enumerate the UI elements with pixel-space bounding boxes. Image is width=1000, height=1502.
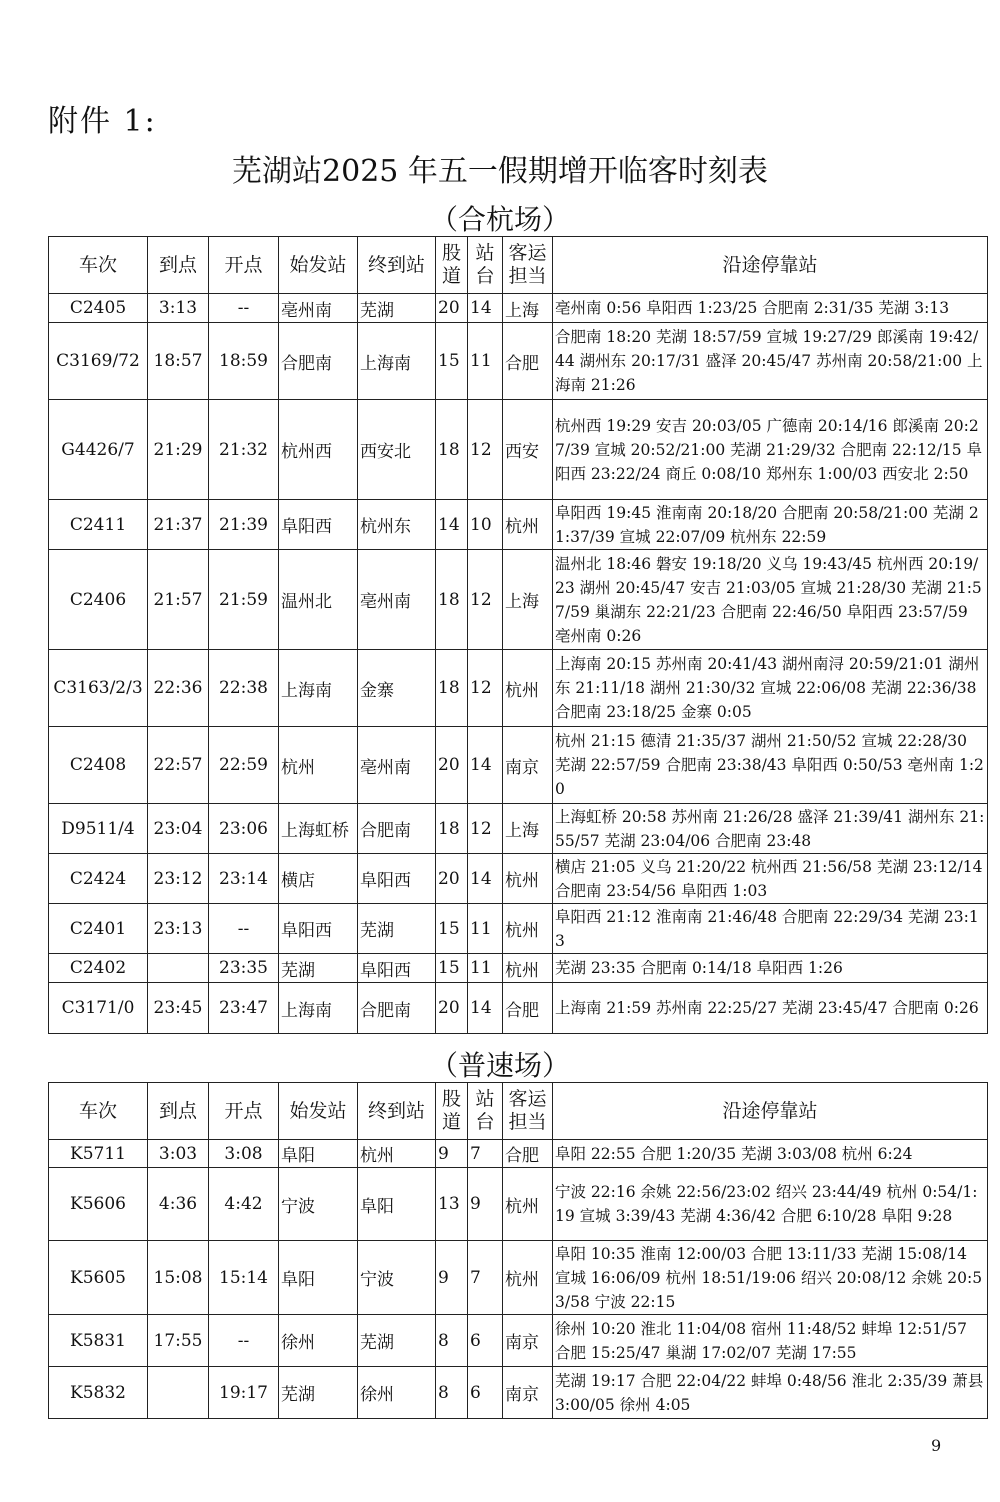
arrive-time [148,1367,209,1419]
header-track: 股道 [436,237,468,294]
origin-station: 阜阳西 [279,500,358,550]
origin-station: 阜阳 [279,1241,358,1315]
header-depart: 开点 [209,237,279,294]
operator: 杭州 [503,1168,553,1241]
terminus-station: 阜阳 [358,1168,436,1241]
origin-station: 宁波 [279,1168,358,1241]
terminus-station: 西安北 [358,400,436,500]
page-title: 芜湖站2025 年五一假期增开临客时刻表 [232,154,768,189]
arrive-time: 23:12 [148,854,209,904]
platform-number: 14 [468,854,503,904]
header-terminus: 终到站 [358,237,436,294]
terminus-station: 阜阳西 [358,854,436,904]
header-operator: 客运担当 [503,1083,553,1140]
arrive-time: 18:57 [148,323,209,400]
header-platform: 站台 [468,237,503,294]
table-row [49,1241,988,1315]
train-number: C2405 [49,294,148,323]
train-number: C2406 [49,550,148,650]
header-stops: 沿途停靠站 [553,237,988,294]
operator: 杭州 [503,1241,553,1315]
arrive-time: 15:08 [148,1241,209,1315]
platform-number: 11 [468,954,503,983]
track-number: 14 [436,500,468,550]
depart-time: 23:35 [209,954,279,983]
track-number: 20 [436,854,468,904]
terminus-station: 阜阳西 [358,954,436,983]
operator: 合肥 [503,323,553,400]
arrive-time: 22:36 [148,650,209,727]
track-number: 20 [436,294,468,323]
operator: 上海 [503,294,553,323]
platform-number: 14 [468,983,503,1034]
train-number: K5605 [49,1241,148,1315]
operator: 杭州 [503,650,553,727]
track-number: 20 [436,727,468,804]
stops-list: 阜阳西 19:45 淮南南 20:18/20 合肥南 20:58/21:00 芜湖 21:37/39 宣城 22:07/09 杭州东 22:59 [553,500,988,550]
arrive-time: 3:03 [148,1140,209,1168]
arrive-time: 23:45 [148,983,209,1034]
platform-number: 14 [468,294,503,323]
terminus-station: 徐州 [358,1367,436,1419]
header-train: 车次 [49,237,148,294]
arrive-time: 17:55 [148,1315,209,1367]
header-arrive: 到点 [148,237,209,294]
terminus-station: 芜湖 [358,294,436,323]
depart-time: 19:17 [209,1367,279,1419]
platform-number: 6 [468,1315,503,1367]
header-origin: 始发站 [279,1083,358,1140]
origin-station: 阜阳西 [279,904,358,954]
origin-station: 杭州西 [279,400,358,500]
terminus-station: 杭州东 [358,500,436,550]
train-number: C2401 [49,904,148,954]
table-row [49,854,988,904]
depart-time: -- [209,1315,279,1367]
arrive-time: 22:57 [148,727,209,804]
train-number: G4426/7 [49,400,148,500]
train-number: K5832 [49,1367,148,1419]
header-depart: 开点 [209,1083,279,1140]
train-number: C2411 [49,500,148,550]
arrive-time: 21:57 [148,550,209,650]
platform-number: 9 [468,1168,503,1241]
origin-station: 温州北 [279,550,358,650]
arrive-time [148,954,209,983]
terminus-station: 亳州南 [358,727,436,804]
arrive-time: 21:37 [148,500,209,550]
train-number: K5711 [49,1140,148,1168]
section-title-pusu: （普速场） [429,1049,570,1082]
stops-list: 芜湖 19:17 合肥 22:04/22 蚌埠 0:48/56 淮北 2:35/39 萧县 3:00/05 徐州 4:05 [553,1367,988,1419]
track-number: 20 [436,983,468,1034]
depart-time: 18:59 [209,323,279,400]
table-row [49,1140,988,1168]
header-origin: 始发站 [279,237,358,294]
platform-number: 12 [468,650,503,727]
table-row [49,804,988,854]
arrive-time: 3:13 [148,294,209,323]
stops-list: 宁波 22:16 余姚 22:56/23:02 绍兴 23:44/49 杭州 0:54/1:19 宣城 3:39/43 芜湖 4:36/42 合肥 6:10/28 阜阳 9:28 [553,1168,988,1241]
stops-list: 合肥南 18:20 芜湖 18:57/59 宣城 19:27/29 郎溪南 19:42/44 湖州东 20:17/31 盛泽 20:45/47 苏州南 20:58/21:00 上海南 21:26 [553,323,988,400]
depart-time: 15:14 [209,1241,279,1315]
train-number: K5831 [49,1315,148,1367]
depart-time: -- [209,294,279,323]
header-terminus: 终到站 [358,1083,436,1140]
depart-time: 21:39 [209,500,279,550]
train-number: C3171/0 [49,983,148,1034]
attachment-label: 附件 1: [48,104,157,139]
page-number: 9 [931,1436,942,1455]
arrive-time: 23:04 [148,804,209,854]
stops-list: 阜阳 10:35 淮南 12:00/03 合肥 13:11/33 芜湖 15:08/14 宣城 16:06/09 杭州 18:51/19:06 绍兴 20:08/12 余姚 20:53/58 宁波 22:15 [553,1241,988,1315]
platform-number: 14 [468,727,503,804]
origin-station: 上海虹桥 [279,804,358,854]
platform-number: 7 [468,1140,503,1168]
origin-station: 亳州南 [279,294,358,323]
platform-number: 7 [468,1241,503,1315]
header-platform: 站台 [468,1083,503,1140]
terminus-station: 亳州南 [358,550,436,650]
stops-list: 上海虹桥 20:58 苏州南 21:26/28 盛泽 21:39/41 湖州东 21:55/57 芜湖 23:04/06 合肥南 23:48 [553,804,988,854]
depart-time: 23:06 [209,804,279,854]
terminus-station: 芜湖 [358,1315,436,1367]
terminus-station: 合肥南 [358,804,436,854]
header-stops: 沿途停靠站 [553,1083,988,1140]
stops-list: 杭州西 19:29 安吉 20:03/05 广德南 20:14/16 郎溪南 20:27/39 宣城 20:52/21:00 芜湖 21:29/32 合肥南 22:12/15 阜阳西 23:22/24 商丘 0:08/10 郑州东 1:00/03 西安北 2:50 [553,400,988,500]
terminus-station: 合肥南 [358,983,436,1034]
table-row [49,983,988,1034]
stops-list: 芜湖 23:35 合肥南 0:14/18 阜阳西 1:26 [553,954,988,983]
train-number: K5606 [49,1168,148,1241]
track-number: 18 [436,650,468,727]
operator: 合肥 [503,1140,553,1168]
train-number: C3169/72 [49,323,148,400]
operator: 杭州 [503,854,553,904]
origin-station: 合肥南 [279,323,358,400]
track-number: 8 [436,1367,468,1419]
track-number: 15 [436,323,468,400]
depart-time: 22:38 [209,650,279,727]
table-row [49,650,988,727]
terminus-station: 金寨 [358,650,436,727]
table-row [49,1315,988,1367]
origin-station: 横店 [279,854,358,904]
header-arrive: 到点 [148,1083,209,1140]
depart-time: 23:47 [209,983,279,1034]
table-row [49,550,988,650]
table-row [49,954,988,983]
terminus-station: 宁波 [358,1241,436,1315]
stops-list: 徐州 10:20 淮北 11:04/08 宿州 11:48/52 蚌埠 12:51/57 合肥 15:25/47 巢湖 17:02/07 芜湖 17:55 [553,1315,988,1367]
stops-list: 阜阳西 21:12 淮南南 21:46/48 合肥南 22:29/34 芜湖 23:13 [553,904,988,954]
operator: 杭州 [503,954,553,983]
stops-list: 横店 21:05 义乌 21:20/22 杭州西 21:56/58 芜湖 23:12/14 合肥南 23:54/56 阜阳西 1:03 [553,854,988,904]
header-operator: 客运担当 [503,237,553,294]
table-row [49,294,988,323]
depart-time: 21:32 [209,400,279,500]
depart-time: 23:14 [209,854,279,904]
table-row [49,323,988,400]
stops-list: 亳州南 0:56 阜阳西 1:23/25 合肥南 2:31/35 芜湖 3:13 [553,294,988,323]
arrive-time: 21:29 [148,400,209,500]
section-title-hehang: （合杭场） [429,203,570,236]
track-number: 18 [436,804,468,854]
operator: 杭州 [503,904,553,954]
platform-number: 6 [468,1367,503,1419]
platform-number: 11 [468,904,503,954]
depart-time: -- [209,904,279,954]
terminus-station: 上海南 [358,323,436,400]
operator: 南京 [503,1315,553,1367]
operator: 杭州 [503,500,553,550]
depart-time: 4:42 [209,1168,279,1241]
origin-station: 杭州 [279,727,358,804]
terminus-station: 芜湖 [358,904,436,954]
origin-station: 芜湖 [279,954,358,983]
depart-time: 21:59 [209,550,279,650]
stops-list: 上海南 21:59 苏州南 22:25/27 芜湖 23:45/47 合肥南 0:26 [553,983,988,1034]
track-number: 18 [436,400,468,500]
header-track: 股道 [436,1083,468,1140]
stops-list: 温州北 18:46 磐安 19:18/20 义乌 19:43/45 杭州西 20:19/23 湖州 20:45/47 安吉 21:03/05 宣城 21:28/30 芜湖 21:57/59 巢湖东 22:21/23 合肥南 22:46/50 阜阳西 23:57/59 亳州南 0:26 [553,550,988,650]
platform-number: 12 [468,550,503,650]
train-number: C2424 [49,854,148,904]
track-number: 13 [436,1168,468,1241]
origin-station: 上海南 [279,650,358,727]
origin-station: 徐州 [279,1315,358,1367]
timetable-hehang [48,236,988,1034]
track-number: 15 [436,954,468,983]
train-number: C2402 [49,954,148,983]
depart-time: 3:08 [209,1140,279,1168]
terminus-station: 杭州 [358,1140,436,1168]
timetable-pusu [48,1082,988,1419]
track-number: 9 [436,1241,468,1315]
table-row [49,500,988,550]
origin-station: 阜阳 [279,1140,358,1168]
origin-station: 上海南 [279,983,358,1034]
stops-list: 杭州 21:15 德清 21:35/37 湖州 21:50/52 宣城 22:28/30 芜湖 22:57/59 合肥南 23:38/43 阜阳西 0:50/53 亳州南 1:20 [553,727,988,804]
depart-time: 22:59 [209,727,279,804]
operator: 西安 [503,400,553,500]
operator: 上海 [503,804,553,854]
track-number: 15 [436,904,468,954]
arrive-time: 4:36 [148,1168,209,1241]
track-number: 18 [436,550,468,650]
table-row [49,904,988,954]
table-row [49,727,988,804]
stops-list: 上海南 20:15 苏州南 20:41/43 湖州南浔 20:59/21:01 湖州东 21:11/18 湖州 21:30/32 宣城 22:06/08 芜湖 22:36/38 合肥南 23:18/25 金寨 0:05 [553,650,988,727]
platform-number: 12 [468,400,503,500]
stops-list: 阜阳 22:55 合肥 1:20/35 芜湖 3:03/08 杭州 6:24 [553,1140,988,1168]
platform-number: 10 [468,500,503,550]
track-number: 8 [436,1315,468,1367]
operator: 南京 [503,727,553,804]
table-row [49,1367,988,1419]
operator: 南京 [503,1367,553,1419]
platform-number: 12 [468,804,503,854]
origin-station: 芜湖 [279,1367,358,1419]
platform-number: 11 [468,323,503,400]
operator: 上海 [503,550,553,650]
track-number: 9 [436,1140,468,1168]
table-row [49,1168,988,1241]
header-train: 车次 [49,1083,148,1140]
table-row [49,400,988,500]
arrive-time: 23:13 [148,904,209,954]
train-number: D9511/4 [49,804,148,854]
train-number: C3163/2/3 [49,650,148,727]
train-number: C2408 [49,727,148,804]
operator: 合肥 [503,983,553,1034]
